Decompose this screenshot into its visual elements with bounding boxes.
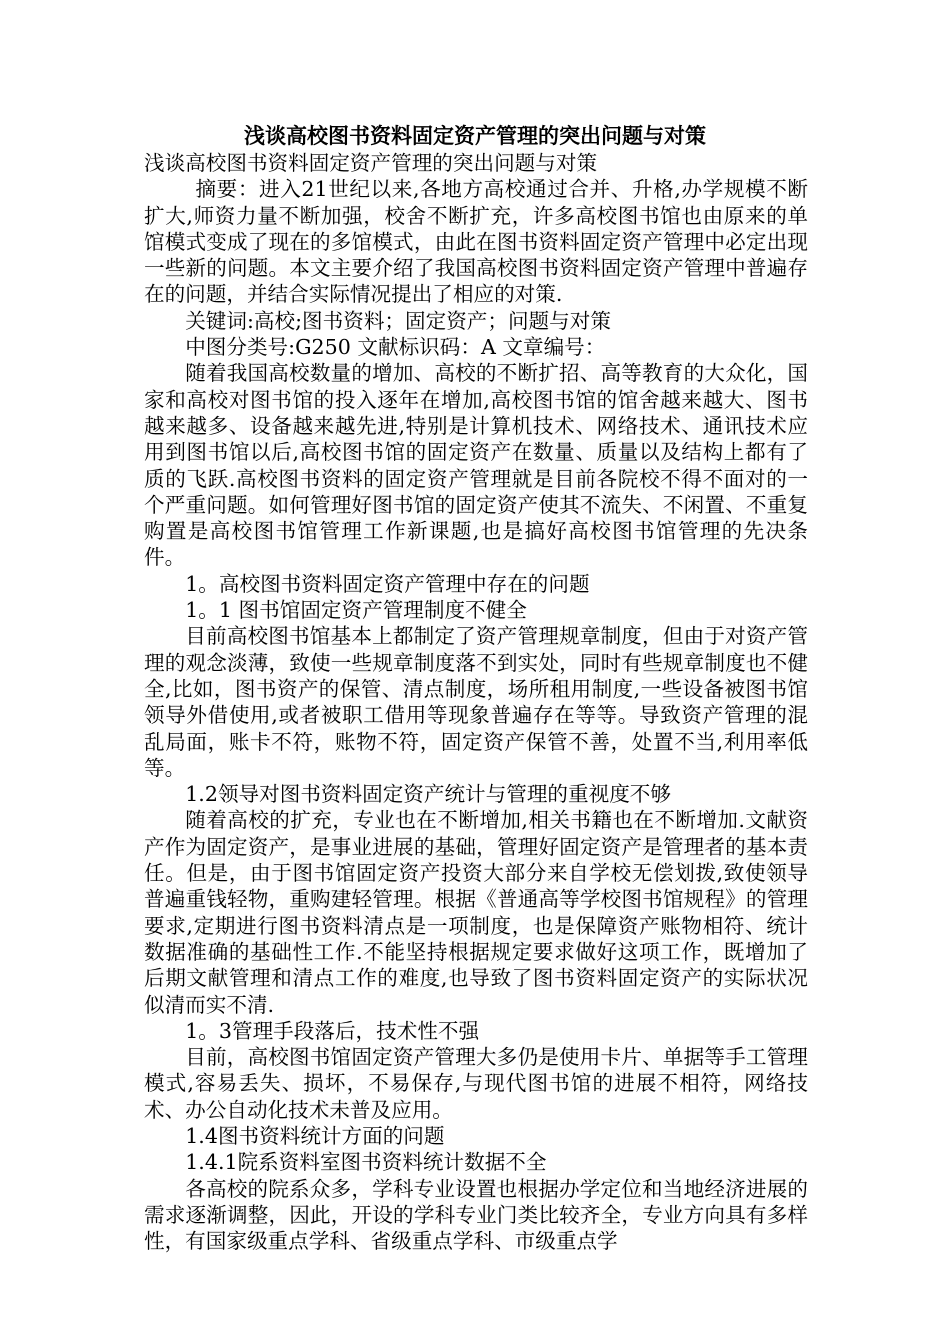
body-paragraph: 目前，高校图书馆固定资产管理大多仍是使用卡片、单据等手工管理模式,容易丢失、损坏，不易保存,与现代图书馆的进展不相符，网络技术、办公自动化技术未普及应用。 xyxy=(144,1045,808,1122)
subsection-heading-1-3: 1。3管理手段落后，技术性不强 xyxy=(185,1018,480,1043)
document-title: 浅谈高校图书资料固定资产管理的突出问题与对策 xyxy=(244,123,706,148)
subsection-heading-1-4-1: 1.4.1院系资料室图书资料统计数据不全 xyxy=(185,1150,547,1175)
subsection-heading-1-1: 1。1 图书馆固定资产管理制度不健全 xyxy=(185,598,527,623)
keywords-line: 关键词:高校;图书资料；固定资产；问题与对策 xyxy=(185,308,611,333)
subsection-heading-1-4: 1.4图书资料统计方面的问题 xyxy=(185,1123,445,1148)
body-paragraph: 随着高校的扩充，专业也在不断增加,相关书籍也在不断增加.文献资产作为固定资产，是事业进展的基础，管理好固定资产是管理者的基本责任。但是，由于图书馆固定资产投资大部分来自学校无偿划拨,致使领导普遍重钱轻物，重购建轻管理。根据《普通高等学校图书馆规程》的管理要求,定期进行图书资料清点是一项制度，也是保障资产账物相符、统计数据准确的基础性工作.不能坚持根据规定要求做好这项工作，既增加了后期文献管理和清点工作的难度,也导致了图书资料固定资产的实际状况似清而实不清. xyxy=(144,808,808,1017)
classification-line: 中图分类号:G250 文献标识码：A 文章编号： xyxy=(185,335,606,360)
document-body xyxy=(144,150,808,1254)
abstract-paragraph: 摘要：进入21世纪以来,各地方高校通过合并、升格,办学规模不断扩大,师资力量不断加强，校舍不断扩充，许多高校图书馆也由原来的单馆模式变成了现在的多馆模式，由此在图书资料固定资产管理中必定出现一些新的问题。本文主要介绍了我国高校图书资料固定资产管理中普遍存在的问题，并结合实际情况提出了相应的对策. xyxy=(144,177,808,307)
section-heading-1: 1。高校图书资料固定资产管理中存在的问题 xyxy=(185,571,590,596)
intro-paragraph: 随着我国高校数量的增加、高校的不断扩招、高等教育的大众化，国家和高校对图书馆的投入逐年在增加,高校图书馆的馆舍越来越大、图书越来越多、设备越来越先进,特别是计算机技术、网络技术、通讯技术应用到图书馆以后,高校图书馆的固定资产在数量、质量以及结构上都有了质的飞跃.高校图书资料的固定资产管理就是目前各院校不得不面对的一个严重问题。如何管理好图书馆的固定资产使其不流失、不闲置、不重复购置是高校图书馆管理工作新课题,也是搞好高校图书馆管理的先决条件。 xyxy=(144,361,808,570)
document-subtitle: 浅谈高校图书资料固定资产管理的突出问题与对策 xyxy=(144,151,598,175)
subsection-heading-1-2: 1.2领导对图书资料固定资产统计与管理的重视度不够 xyxy=(185,782,671,807)
body-paragraph: 目前高校图书馆基本上都制定了资产管理规章制度，但由于对资产管理的观念淡薄，致使一些规章制度落不到实处，同时有些规章制度也不健全,比如，图书资产的保管、清点制度，场所租用制度,一些设备被图书馆领导外借使用,或者被职工借用等现象普遍存在等等。导致资产管理的混乱局面，账卡不符，账物不符，固定资产保管不善，处置不当,利用率低等。 xyxy=(144,624,808,780)
body-paragraph: 各高校的院系众多，学科专业设置也根据办学定位和当地经济进展的需求逐渐调整，因此，开设的学科专业门类比较齐全，专业方向具有多样性，有国家级重点学科、省级重点学科、市级重点学 xyxy=(144,1176,808,1254)
